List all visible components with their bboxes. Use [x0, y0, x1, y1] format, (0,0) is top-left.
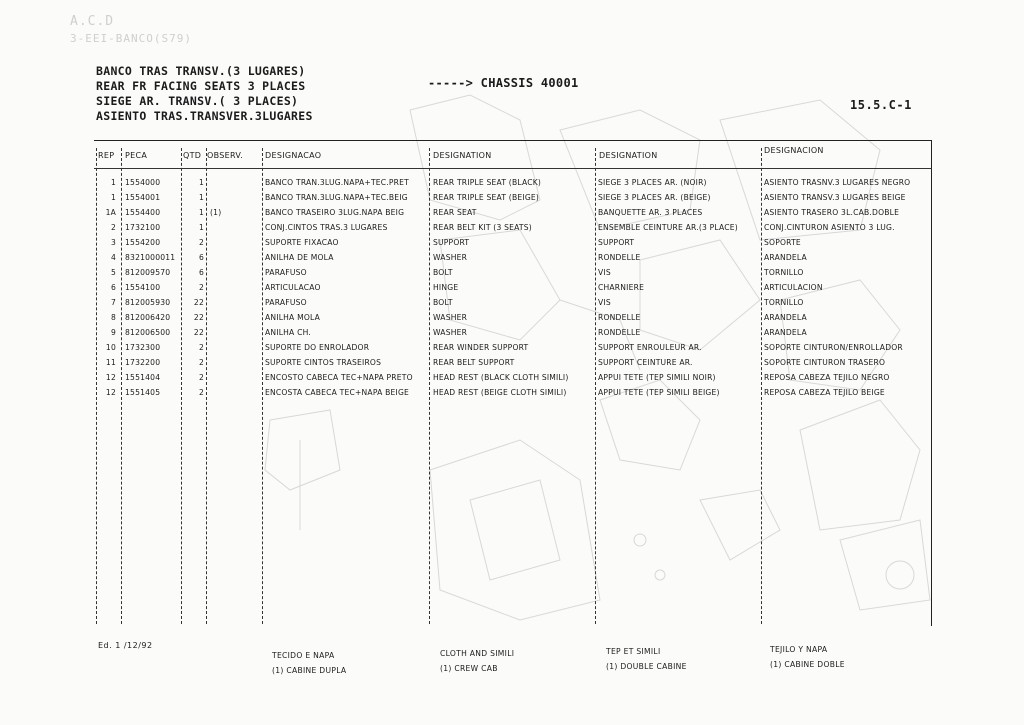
cell-qtd: 1 — [198, 208, 204, 217]
cell-designacion: REPOSA CABEZA TEJILO BEIGE — [764, 388, 885, 397]
legend-title-fr: TEP ET SIMILI — [606, 647, 661, 656]
cell-peca: 1732100 — [125, 223, 161, 232]
cell-qtd: 2 — [198, 283, 204, 292]
ghost-text-1: A.C.D — [70, 14, 115, 29]
cell-designation-fr: CHARNIERE — [598, 283, 645, 292]
cell-designation-fr: VIS — [598, 298, 611, 307]
cell-designacao: SUPORTE DO ENROLADOR — [265, 343, 370, 352]
cell-designacion: ARANDELA — [764, 313, 807, 322]
ghost-text-2: 3-EEI-BANCO(S79) — [70, 32, 192, 45]
title-line-en: REAR FR FACING SEATS 3 PLACES — [96, 79, 306, 93]
cell-designation-fr: SUPPORT CEINTURE AR. — [598, 358, 693, 367]
cell-rep: 10 — [105, 343, 116, 352]
cell-qtd: 22 — [193, 313, 204, 322]
cell-designacion: ASIENTO TRASERO 3L.CAB.DOBLE — [764, 208, 900, 217]
cell-designation-en: SUPPORT — [433, 238, 470, 247]
cell-designacion: SOPORTE — [764, 238, 801, 247]
column-header-peca: PECA — [125, 151, 148, 160]
cell-peca: 1732200 — [125, 358, 161, 367]
cell-rep: 3 — [110, 238, 116, 247]
cell-rep: 5 — [110, 268, 116, 277]
chassis-label: -----> CHASSIS 40001 — [428, 76, 579, 90]
cell-qtd: 6 — [198, 268, 204, 277]
cell-designation-fr: RONDELLE — [598, 328, 641, 337]
cell-rep: 1 — [110, 178, 116, 187]
cell-designacion: ARANDELA — [764, 253, 807, 262]
cell-designacao: BANCO TRAN.3LUG.NAPA+TEC.BEIG — [265, 193, 408, 202]
legend-note-pt: (1) CABINE DUPLA — [272, 666, 347, 675]
cell-designacao: PARAFUSO — [265, 298, 307, 307]
cell-designacao: ANILHA MOLA — [265, 313, 320, 322]
cell-peca: 812006420 — [125, 313, 171, 322]
table-row — [0, 238, 1024, 252]
column-header-rep: REP — [98, 151, 115, 160]
cell-qtd: 1 — [198, 178, 204, 187]
cell-designacao: ARTICULACAO — [265, 283, 321, 292]
cell-qtd: 2 — [198, 358, 204, 367]
cell-peca: 812006500 — [125, 328, 171, 337]
cell-designation-fr: SUPPORT — [598, 238, 635, 247]
cell-peca: 1554000 — [125, 178, 161, 187]
cell-designacao: SUPORTE FIXACAO — [265, 238, 339, 247]
cell-designation-en: REAR BELT SUPPORT — [433, 358, 515, 367]
title-line-pt: BANCO TRAS TRANSV.(3 LUGARES) — [96, 64, 306, 78]
cell-designacao: CONJ.CINTOS TRAS.3 LUGARES — [265, 223, 388, 232]
edition-date: Ed. 1 /12/92 — [98, 641, 153, 650]
cell-designation-fr: RONDELLE — [598, 253, 641, 262]
column-header-designation-en: DESIGNATION — [433, 151, 492, 160]
cell-designation-fr: APPUI TETE (TEP SIMILI NOIR) — [598, 373, 716, 382]
cell-designacao: BANCO TRASEIRO 3LUG.NAPA BEIG — [265, 208, 405, 217]
cell-rep: 11 — [105, 358, 116, 367]
table-row — [0, 283, 1024, 297]
cell-designacion: ASIENTO TRANSV.3 LUGARES BEIGE — [764, 193, 906, 202]
cell-qtd: 2 — [198, 373, 204, 382]
column-header-designacion: DESIGNACION — [764, 146, 824, 155]
table-row — [0, 373, 1024, 387]
cell-designacion: ARANDELA — [764, 328, 807, 337]
cell-qtd: 22 — [193, 328, 204, 337]
cell-qtd: 1 — [198, 193, 204, 202]
cell-rep: 4 — [110, 253, 116, 262]
table-row — [0, 298, 1024, 312]
cell-peca: 812005930 — [125, 298, 171, 307]
cell-designacion: CONJ.CINTURON ASIENTO 3 LUG. — [764, 223, 895, 232]
legend-title-es: TEJILO Y NAPA — [770, 645, 828, 654]
table-row — [0, 253, 1024, 267]
cell-rep: 6 — [110, 283, 116, 292]
cell-designacion: SOPORTE CINTURON/ENROLLADOR — [764, 343, 903, 352]
cell-designation-en: BOLT — [433, 298, 453, 307]
cell-designation-en: HEAD REST (BLACK CLOTH SIMILI) — [433, 373, 569, 382]
title-line-fr: SIEGE AR. TRANSV.( 3 PLACES) — [96, 94, 299, 108]
table-row — [0, 268, 1024, 282]
cell-rep: 12 — [105, 388, 116, 397]
cell-designacion: TORNILLO — [764, 268, 804, 277]
cell-designacion: ASIENTO TRASNV.3 LUGARES NEGRO — [764, 178, 911, 187]
cell-qtd: 2 — [198, 343, 204, 352]
cell-qtd: 22 — [193, 298, 204, 307]
table-row — [0, 208, 1024, 222]
cell-designation-fr: ENSEMBLE CEINTURE AR.(3 PLACE) — [598, 223, 738, 232]
legend-note-en: (1) CREW CAB — [440, 664, 498, 673]
cell-designation-en: WASHER — [433, 328, 468, 337]
cell-designation-fr: SUPPORT ENROULEUR AR. — [598, 343, 702, 352]
table-row — [0, 388, 1024, 402]
column-header-designacao: DESIGNACAO — [265, 151, 322, 160]
legend-title-pt: TECIDO E NAPA — [272, 651, 335, 660]
cell-designation-fr: SIEGE 3 PLACES AR. (NOIR) — [598, 178, 707, 187]
table-row — [0, 223, 1024, 237]
legend-note-es: (1) CABINE DOBLE — [770, 660, 845, 669]
cell-designacao: ANILHA CH. — [265, 328, 311, 337]
cell-qtd: 1 — [198, 223, 204, 232]
cell-peca: 1551405 — [125, 388, 161, 397]
table-row — [0, 328, 1024, 342]
table-row — [0, 178, 1024, 192]
cell-designation-en: BOLT — [433, 268, 453, 277]
cell-rep: 7 — [110, 298, 116, 307]
title-line-es: ASIENTO TRAS.TRANSVER.3LUGARES — [96, 109, 313, 123]
cell-designacao: BANCO TRAN.3LUG.NAPA+TEC.PRET — [265, 178, 409, 187]
cell-designation-en: REAR WINDER SUPPORT — [433, 343, 529, 352]
cell-designacao: SUPORTE CINTOS TRASEIROS — [265, 358, 382, 367]
cell-designation-en: HEAD REST (BEIGE CLOTH SIMILI) — [433, 388, 567, 397]
cell-peca: 8321000011 — [125, 253, 176, 262]
cell-qtd: 6 — [198, 253, 204, 262]
table-row — [0, 358, 1024, 372]
cell-designation-en: REAR SEAT — [433, 208, 477, 217]
header-underline — [94, 168, 932, 169]
cell-designation-fr: RONDELLE — [598, 313, 641, 322]
column-header-qtd: QTD — [183, 151, 202, 160]
cell-designation-fr: VIS — [598, 268, 611, 277]
cell-designation-en: REAR TRIPLE SEAT (BEIGE) — [433, 193, 540, 202]
cell-designation-en: WASHER — [433, 253, 468, 262]
cell-designacion: ARTICULACION — [764, 283, 823, 292]
cell-peca: 1554400 — [125, 208, 161, 217]
cell-peca: 1551404 — [125, 373, 161, 382]
legend-note-fr: (1) DOUBLE CABINE — [606, 662, 687, 671]
cell-peca: 1554100 — [125, 283, 161, 292]
cell-rep: 12 — [105, 373, 116, 382]
cell-qtd: 2 — [198, 238, 204, 247]
cell-designacao: PARAFUSO — [265, 268, 307, 277]
cell-designation-en: REAR BELT KIT (3 SEATS) — [433, 223, 532, 232]
cell-designation-fr: SIEGE 3 PLACES AR. (BEIGE) — [598, 193, 711, 202]
cell-designacion: TORNILLO — [764, 298, 804, 307]
legend-title-en: CLOTH AND SIMILI — [440, 649, 515, 658]
cell-designation-en: HINGE — [433, 283, 459, 292]
cell-peca: 812009570 — [125, 268, 171, 277]
cell-observ: (1) — [210, 208, 222, 217]
cell-designation-fr: APPUI TETE (TEP SIMILI BEIGE) — [598, 388, 720, 397]
cell-designation-en: WASHER — [433, 313, 468, 322]
title-block — [96, 64, 313, 124]
cell-designacion: REPOSA CABEZA TEJILO NEGRO — [764, 373, 890, 382]
column-header-observ: OBSERV. — [207, 151, 243, 160]
cell-qtd: 2 — [198, 388, 204, 397]
cell-designacao: ANILHA DE MOLA — [265, 253, 334, 262]
cell-peca: 1554200 — [125, 238, 161, 247]
column-header-designation-fr: DESIGNATION — [599, 151, 658, 160]
cell-rep: 8 — [110, 313, 116, 322]
cell-designacion: SOPORTE CINTURON TRASERO — [764, 358, 886, 367]
cell-designation-en: REAR TRIPLE SEAT (BLACK) — [433, 178, 542, 187]
cell-rep: 1A — [105, 208, 116, 217]
cell-rep: 2 — [110, 223, 116, 232]
cell-designation-fr: BANQUETTE AR. 3 PLACES — [598, 208, 703, 217]
cell-rep: 9 — [110, 328, 116, 337]
table-row — [0, 193, 1024, 207]
cell-designacao: ENCOSTO CABECA TEC+NAPA PRETO — [265, 373, 413, 382]
cell-designacao: ENCOSTA CABECA TEC+NAPA BEIGE — [265, 388, 410, 397]
cell-rep: 1 — [110, 193, 116, 202]
table-row — [0, 313, 1024, 327]
page-reference: 15.5.C-1 — [850, 98, 912, 112]
cell-peca: 1554001 — [125, 193, 161, 202]
cell-peca: 1732300 — [125, 343, 161, 352]
table-row — [0, 343, 1024, 357]
